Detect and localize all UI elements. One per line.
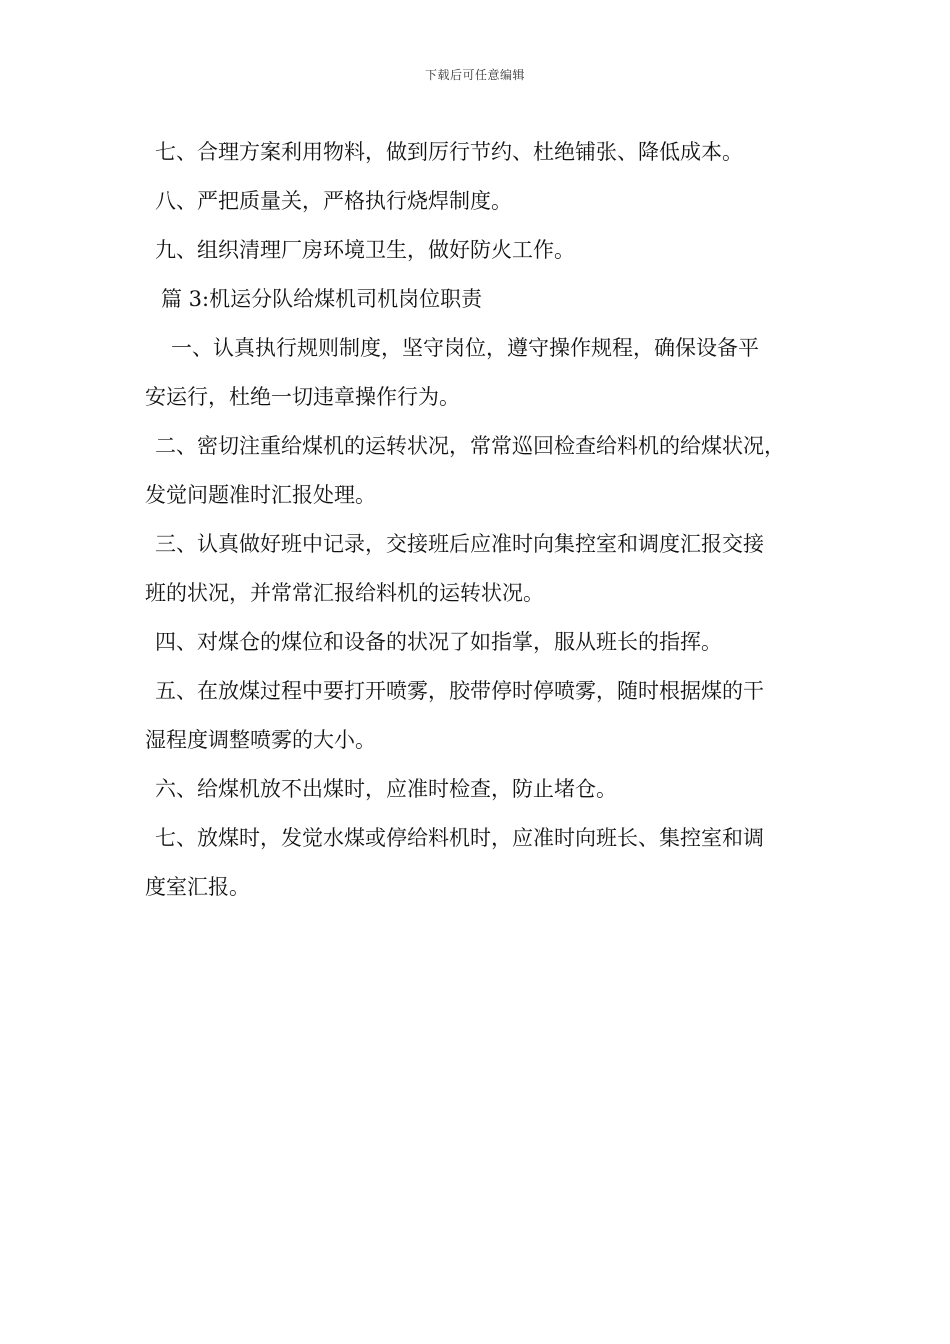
paragraph-line: 班的状况，并常常汇报给料机的运转状况。 bbox=[145, 581, 544, 605]
paragraph-line: 一、认真执行规则制度，坚守岗位，遵守操作规程，确保设备平 bbox=[171, 336, 759, 360]
section-heading: 篇 3:机运分队给煤机司机岗位职责 bbox=[161, 287, 483, 311]
paragraph-line: 七、合理方案利用物料，做到厉行节约、杜绝铺张、降低成本。 bbox=[155, 140, 743, 164]
document-body bbox=[145, 128, 825, 912]
paragraph-line: 六、给煤机放不出煤时，应准时检查，防止堵仓。 bbox=[155, 777, 617, 801]
paragraph-line: 发觉问题准时汇报处理。 bbox=[145, 483, 376, 507]
paragraph-line: 八、严把质量关，严格执行烧焊制度。 bbox=[155, 189, 512, 213]
paragraph-line: 安运行，杜绝一切违章操作行为。 bbox=[145, 385, 460, 409]
header-note: 下载后可任意编辑 bbox=[424, 68, 525, 82]
paragraph-line: 五、在放煤过程中要打开喷雾，胶带停时停喷雾，随时根据煤的干 bbox=[155, 679, 764, 703]
paragraph-line: 九、组织清理厂房环境卫生，做好防火工作。 bbox=[155, 238, 575, 262]
paragraph-line: 二、密切注重给煤机的运转状况，常常巡回检查给料机的给煤状况， bbox=[155, 434, 785, 458]
paragraph-line: 三、认真做好班中记录，交接班后应准时向集控室和调度汇报交接 bbox=[155, 532, 764, 556]
paragraph-line: 七、放煤时，发觉水煤或停给料机时，应准时向班长、集控室和调 bbox=[155, 826, 764, 850]
paragraph-line: 度室汇报。 bbox=[145, 875, 250, 899]
paragraph-line: 湿程度调整喷雾的大小。 bbox=[145, 728, 376, 752]
paragraph-line: 四、对煤仓的煤位和设备的状况了如指掌，服从班长的指挥。 bbox=[155, 630, 722, 654]
